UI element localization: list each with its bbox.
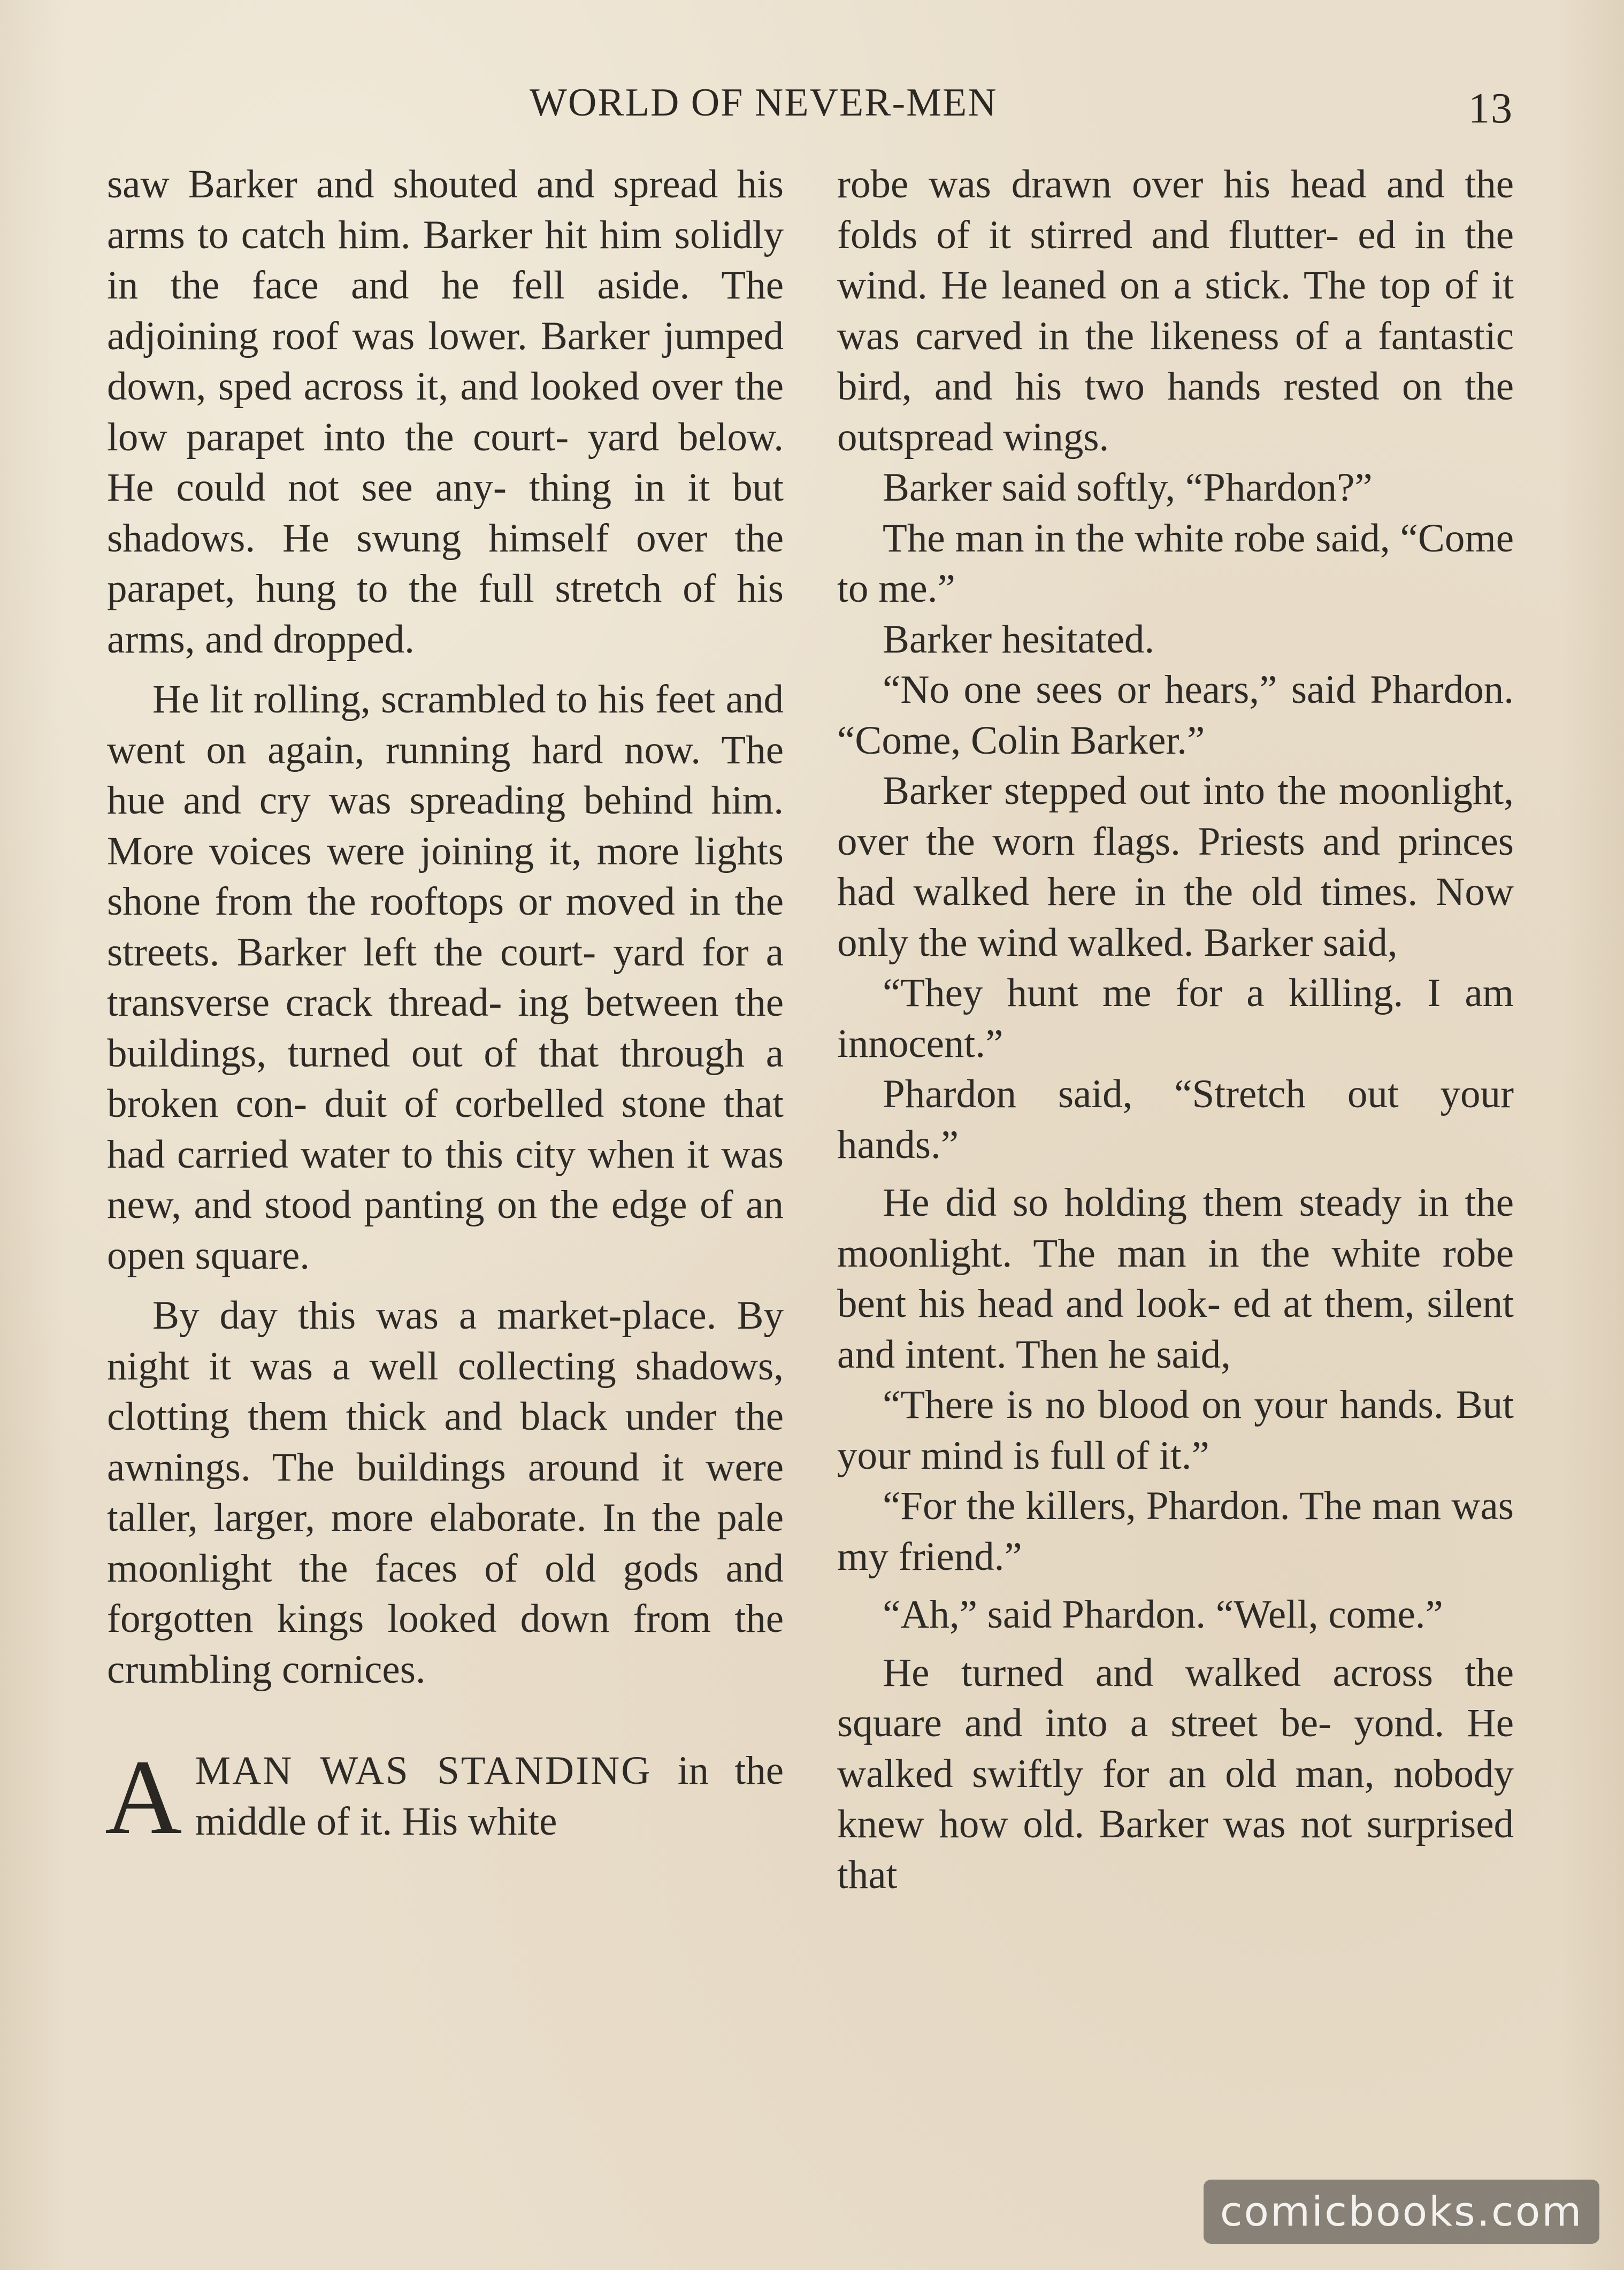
paragraph: “Ah,” said Phardon. “Well, come.” <box>883 1592 1443 1637</box>
paragraph: He lit rolling, scrambled to his feet and went on again, running hard now. The hue and cry was spreading behind him. More voices were joining it, more lights shone from the rooftops or moved in the streets. Barker left the court- yard for a transverse crack thread- ing between the buildings, turned out of that through a broken con- duit of corbelled stone that had carried water to this city when it was new, and stood panting on the edge of an open square. <box>107 677 784 1278</box>
paragraph: The man in the white robe said, “Come to me.” <box>837 516 1514 611</box>
watermark-text: comicbooks.com <box>1220 2188 1583 2235</box>
paragraph: “There is no blood on your hands. But your mind is full of it.” <box>837 1383 1514 1478</box>
right-column <box>837 159 1514 1900</box>
section-opening <box>105 1738 784 1857</box>
paragraph <box>105 1738 784 1857</box>
page-number: 13 <box>1468 85 1513 132</box>
paragraph: Phardon said, “Stretch out your hands.” <box>837 1072 1514 1167</box>
paragraph: “For the killers, Phardon. The man was my friend.” <box>837 1484 1514 1579</box>
paragraph: By day this was a market-place. By night it was a well collecting shadows, clotting them thick and black under the awnings. The buildings around it were taller, larger, more elaborate. In the pale moonlight the faces of old gods and forgotten kings looked down from the crumbling cornices. <box>107 1293 784 1692</box>
paragraph: robe was drawn over his head and the folds of it stirred and flutter- ed in the wind. He leaned on a stick. The top of it was carved in the likeness of a fantastic bird, and his two hands rested on the outspread wings. <box>837 162 1514 459</box>
watermark <box>1204 2180 1599 2244</box>
paragraph: He did so holding them steady in the moonlight. The man in the white robe bent his head and look- ed at them, silent and intent. Then he said, <box>837 1180 1514 1377</box>
paragraph: Barker said softly, “Phardon?” <box>883 465 1373 510</box>
paragraph: “They hunt me for a killing. I am innocent.” <box>837 971 1514 1066</box>
paragraph: Barker hesitated. <box>883 617 1155 662</box>
left-column <box>105 159 784 1857</box>
paragraph: Barker stepped out into the moonlight, over the worn flags. Priests and princes had walked here in the old times. Now only the wind walked. Barker said, <box>837 769 1514 965</box>
drop-cap: A <box>105 1738 182 1857</box>
paragraph: saw Barker and shouted and spread his arms to catch him. Barker hit him solidly in the face and he fell aside. The adjoining roof was lower. Barker jumped down, sped across it, and looked over the low parapet into the court- yard below. He could not see any- thing in it but shadows. He swung himself over the parapet, hung to the full stretch of his arms, and dropped. <box>107 162 784 662</box>
running-header <box>0 80 1624 139</box>
paragraph: “No one sees or hears,” said Phardon. “Come, Colin Barker.” <box>837 668 1514 763</box>
small-caps-lead: MAN WAS STANDING <box>195 1748 652 1793</box>
running-title: WORLD OF NEVER-MEN <box>530 81 998 125</box>
paragraph: He turned and walked across the square and into a street be- yond. He walked swiftly for an old man, nobody knew how old. Barker was not surprised that <box>837 1650 1514 1897</box>
paragraph-text: in the middle of it. His white <box>195 1748 784 1844</box>
